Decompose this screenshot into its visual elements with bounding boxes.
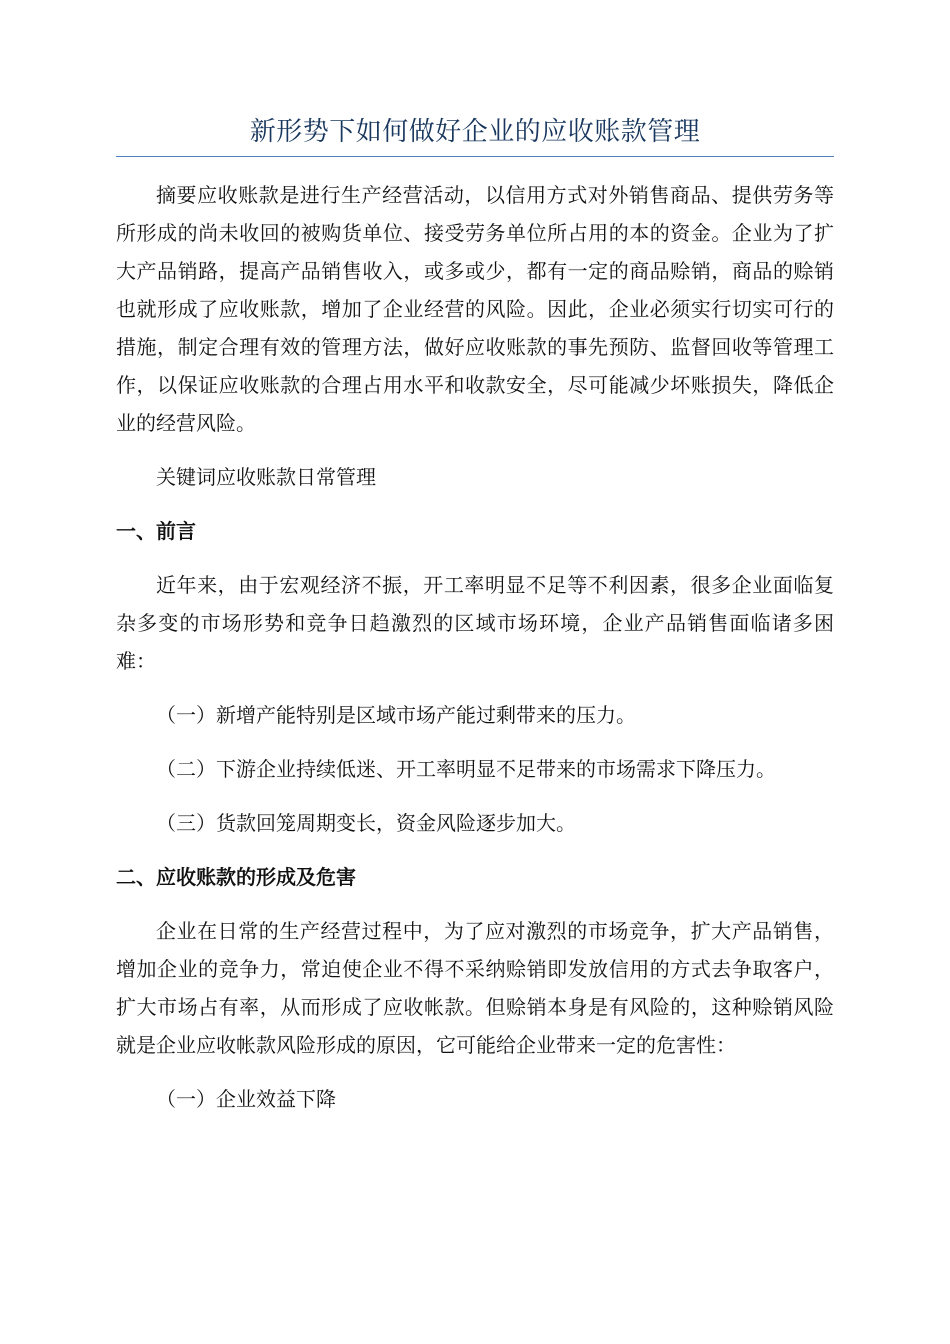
formation-paragraph: 企业在日常的生产经营过程中，为了应对激烈的市场竞争，扩大产品销售，增加企业的竞争力，常迫使企业不得不采纳赊销即发放信用的方式去争取客户，扩大市场占有率，从而形成了应收帐款。但赊销本身是有风险的，这种赊销风险就是企业应收帐款风险形成的原因，它可能给企业带来一定的危害性： bbox=[116, 919, 834, 1057]
abstract-paragraph: 摘要应收账款是进行生产经营活动，以信用方式对外销售商品、提供劳务等所形成的尚未收回的被购货单位、接受劳务单位所占用的本的资金。企业为了扩大产品销路，提高产品销售收入，或多或少，都有一定的商品赊销，商品的赊销也就形成了应收账款，增加了企业经营的风险。因此，企业必须实行切实可行的措施，制定合理有效的管理方法，做好应收账款的事先预防、监督回收等管理工作，以保证应收账款的合理占用水平和收款安全，尽可能减少坏账损失，降低企业的经营风险。 bbox=[116, 183, 834, 435]
preface-item-2: （二）下游企业持续低迷、开工率明显不足带来的市场需求下降压力。 bbox=[156, 757, 776, 781]
formation-item-1: （一）企业效益下降 bbox=[156, 1087, 336, 1111]
preface-item-3: （三）货款回笼周期变长，资金风险逐步加大。 bbox=[156, 811, 576, 835]
preface-item-1: （一）新增产能特别是区域市场产能过剩带来的压力。 bbox=[156, 703, 636, 727]
keywords-line: 关键词应收账款日常管理 bbox=[156, 465, 376, 489]
preface-paragraph: 近年来，由于宏观经济不振，开工率明显不足等不利因素，很多企业面临复杂多变的市场形势和竞争日趋激烈的区域市场环境，企业产品销售面临诸多困难： bbox=[116, 573, 834, 673]
section-heading-preface: 一、前言 bbox=[116, 519, 196, 543]
section-heading-formation: 二、应收账款的形成及危害 bbox=[116, 865, 356, 889]
title-block bbox=[116, 112, 834, 157]
document-title: 新形势下如何做好企业的应收账款管理 bbox=[249, 117, 701, 147]
document-body bbox=[116, 176, 834, 1118]
